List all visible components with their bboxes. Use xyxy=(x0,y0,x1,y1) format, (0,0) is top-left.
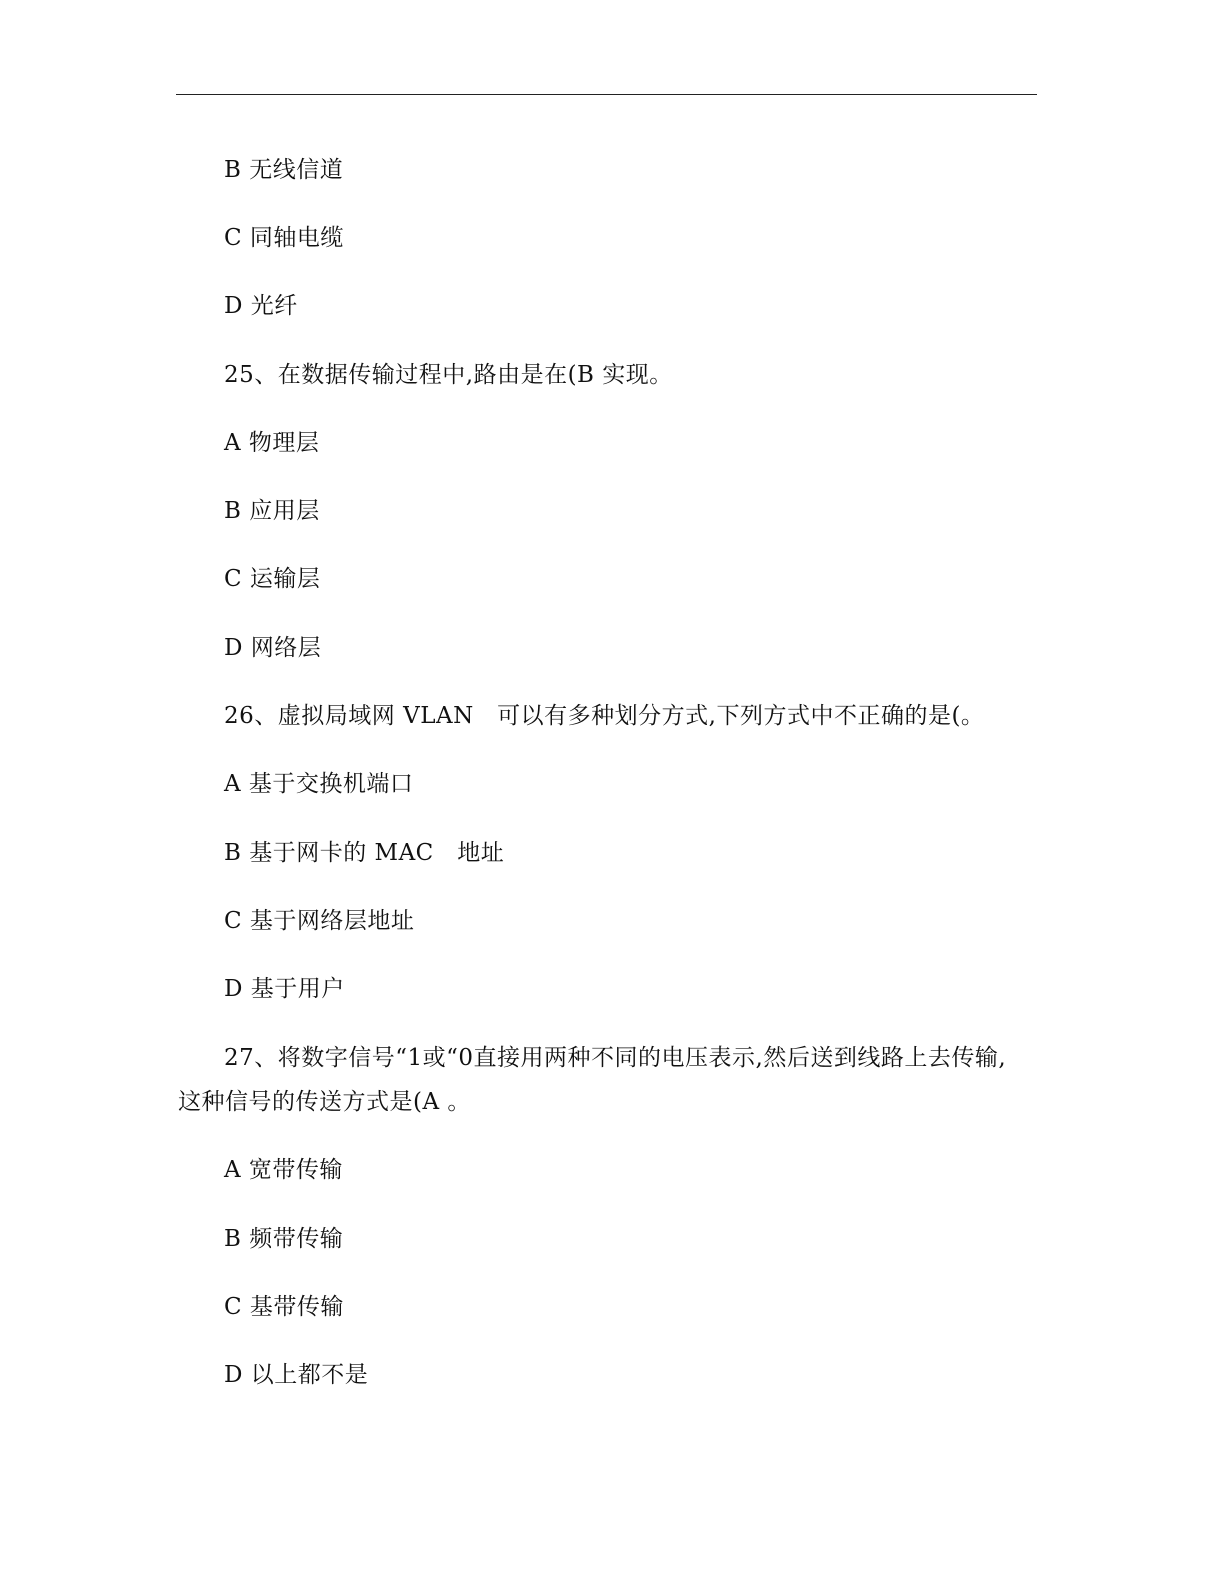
option-b-mac: B 基于网卡的 MAC 地址 xyxy=(224,840,505,866)
option-d-none: D 以上都不是 xyxy=(224,1362,369,1388)
option-c-transport: C 运输层 xyxy=(224,566,321,592)
question-27-line1: 27、将数字信号“1或“0直接用两种不同的电压表示,然后送到线路上去传输, xyxy=(224,1045,1007,1071)
option-d-fiber: D 光纤 xyxy=(224,293,298,319)
option-a-broadband: A 宽带传输 xyxy=(224,1157,343,1183)
option-a-physical: A 物理层 xyxy=(224,430,320,456)
option-d-user: D 基于用户 xyxy=(224,976,345,1002)
question-26: 26、虚拟局域网 VLAN 可以有多种划分方式,下列方式中不正确的是(。 xyxy=(224,703,985,729)
option-b-frequency-band: B 频带传输 xyxy=(224,1226,344,1252)
option-c-coax: C 同轴电缆 xyxy=(224,225,344,251)
question-27-line2: 这种信号的传送方式是(A 。 xyxy=(178,1089,471,1115)
header-rule xyxy=(176,94,1037,95)
option-b-wireless: B 无线信道 xyxy=(224,157,344,183)
option-b-application: B 应用层 xyxy=(224,498,320,524)
option-d-network: D 网络层 xyxy=(224,635,322,661)
option-c-baseband: C 基带传输 xyxy=(224,1294,344,1320)
question-25: 25、在数据传输过程中,路由是在(B 实现。 xyxy=(224,362,673,388)
option-a-switch-port: A 基于交换机端口 xyxy=(224,771,414,797)
option-c-network-address: C 基于网络层地址 xyxy=(224,908,415,934)
